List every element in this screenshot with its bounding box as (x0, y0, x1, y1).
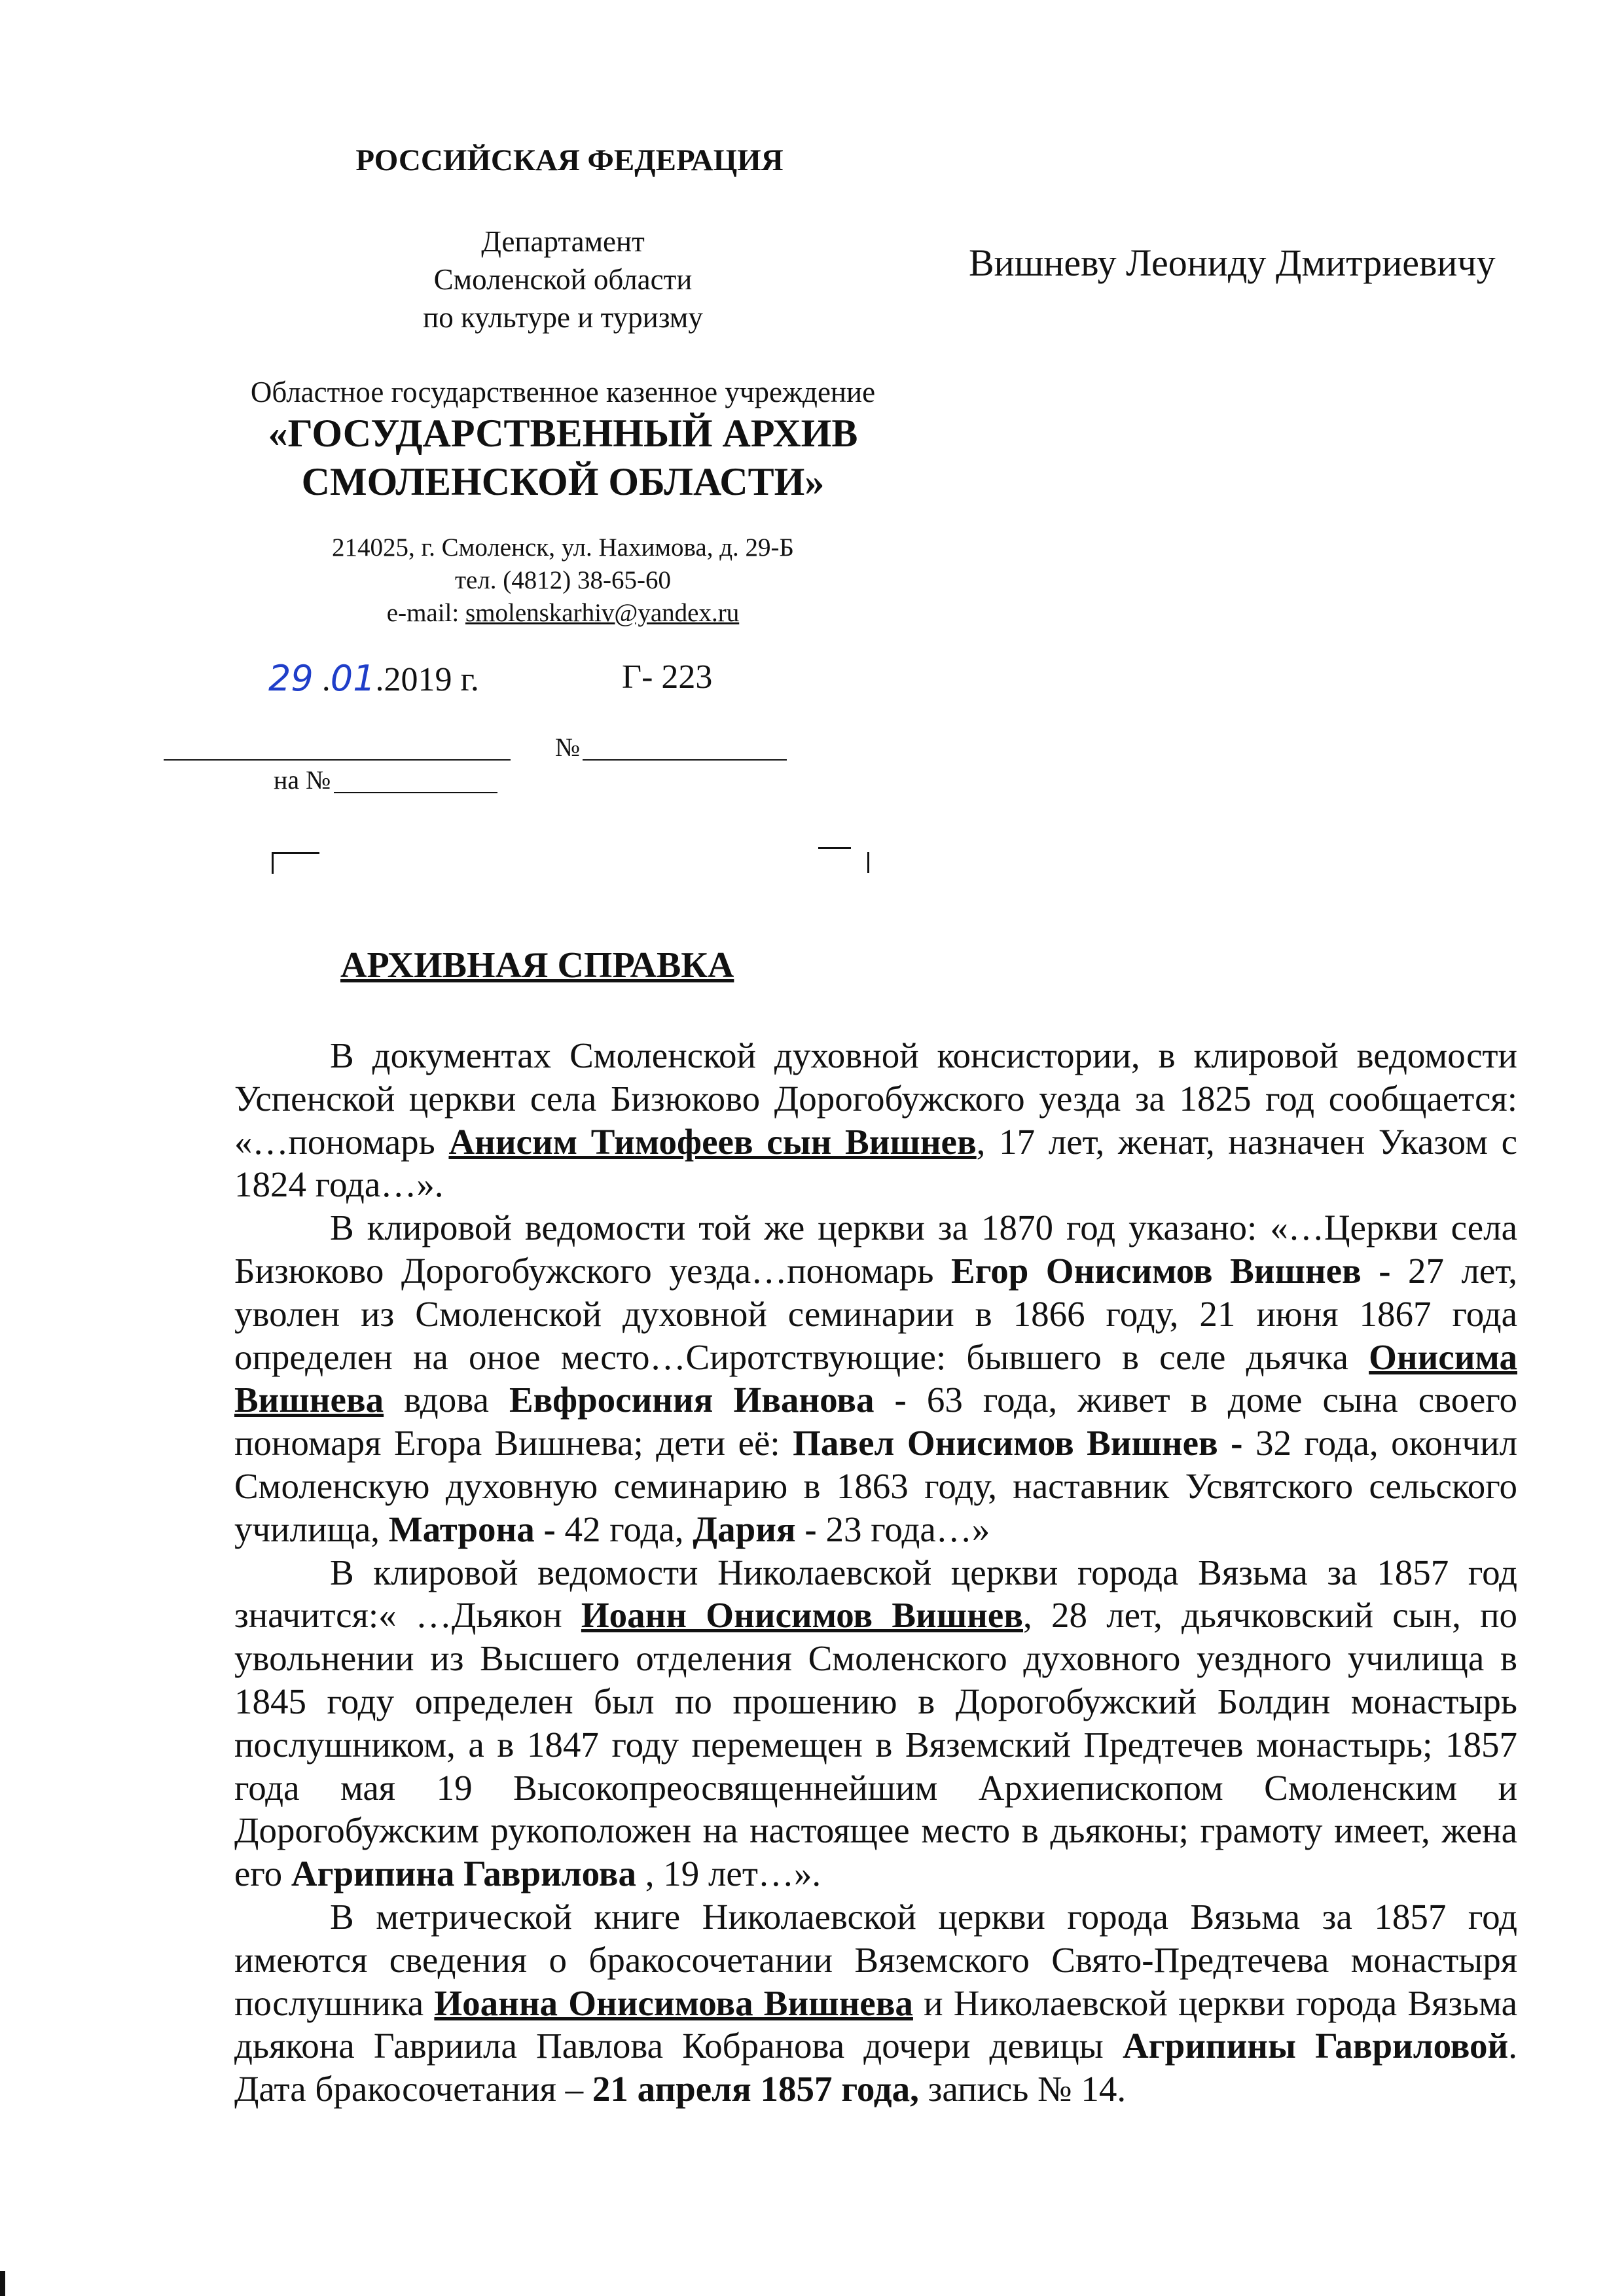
emphasized-name: Агрипина Гаврилова (291, 1854, 636, 1894)
number-blank-line (583, 759, 787, 761)
text-run: 23 года…» (816, 1509, 990, 1549)
institution-type: Областное государственное казенное учреждение (250, 376, 876, 408)
scan-edge-mark (0, 2271, 5, 2296)
text-run: и Николаевской церкви города Вязьма дьякона Гавриила Павлова Кобранова дочери девицы (234, 1982, 1517, 2066)
emphasized-name: Дария - (693, 1509, 817, 1549)
number-label: № (555, 732, 581, 762)
text-run: В документах Смоленской духовной консистории, в клировой ведомости Успенской церкви села Бизюково Дорогобужского уезда за 1825 год сообщается: «…пономарь (234, 1035, 1517, 1162)
emphasized-name: Агрипины Гавриловой (1122, 2026, 1509, 2066)
text-run: 42 года, (555, 1509, 693, 1549)
emphasized-name: Матрона - (388, 1509, 556, 1549)
reference-blank-line (334, 792, 497, 793)
date-separator: . (321, 661, 331, 698)
reference-label: на № (274, 765, 331, 795)
paragraph (234, 1895, 1517, 2111)
email-line (223, 597, 903, 630)
emphasized-name: Онисима Вишнева (234, 1336, 1517, 1420)
emphasized-name: Иоанн Онисимов Вишнев (581, 1595, 1023, 1636)
postal-address: 214025, г. Смоленск, ул. Нахимова, д. 29-Б (332, 533, 794, 562)
text-run: 63 года, живет в доме сына своего пономаря Егора Вишнева; дети её: (234, 1380, 1517, 1463)
date-blank-line (164, 759, 511, 761)
text-run: В метрической книге Николаевской церкви города Вязьма за 1857 год имеются сведения о бракосочетании Вяземского Свято-Предтечева монастыря послушника (234, 1896, 1517, 2023)
email-link[interactable]: smolenskarhiv@yandex.ru (465, 599, 740, 627)
registration-number: Г- 223 (622, 658, 713, 696)
paragraph (234, 1034, 1517, 1206)
paragraph (234, 1206, 1517, 1551)
emphasized-name: Анисим Тимофеев сын Вишнев (448, 1121, 977, 1162)
department-line: Департамент (481, 225, 645, 258)
document-date (268, 658, 479, 699)
document-title: АРХИВНАЯ СПРАВКА (340, 945, 734, 986)
corner-mark-right-tick (867, 852, 869, 873)
text-run: , 19 лет…». (636, 1854, 821, 1894)
department-line: по культуре и туризму (423, 301, 703, 334)
text-run: 32 года, окончил Смоленскую духовную семинарию в 1863 году, наставник Усвятского сельского училища, (234, 1423, 1518, 1549)
address-block (223, 531, 903, 630)
archive-name (157, 409, 969, 506)
date-year: .2019 г. (375, 661, 479, 698)
corner-mark-left (272, 852, 319, 874)
email-label: e-mail: (386, 599, 460, 627)
handwritten-month: 01 (330, 658, 376, 699)
text-run: . Дата бракосочетания – (234, 2026, 1517, 2109)
document-body (234, 1034, 1517, 2111)
text-run: , 17 лет, женат, назначен Указом с 1824 года…». (234, 1121, 1518, 1205)
text-run: вдова (384, 1380, 509, 1420)
phone: тел. (4812) 38-65-60 (454, 566, 671, 594)
emphasized-name: 21 апреля 1857 года, (592, 2069, 919, 2109)
text-run: В клировой ведомости той же церкви за 1870 год указано: «…Церкви села Бизюково Дорогобужского уезда…пономарь (234, 1208, 1517, 1291)
corner-mark-right (818, 847, 851, 849)
archive-name-line: СМОЛЕНСКОЙ ОБЛАСТИ» (301, 460, 825, 503)
text-run: 27 лет, уволен из Смоленской духовной семинарии в 1866 году, 21 июня 1867 года определен на оное место…Сиротствующие: бывшего в селе дьячка (234, 1250, 1517, 1377)
paragraph (234, 1551, 1517, 1895)
country-heading: РОССИЙСКАЯ ФЕДЕРАЦИЯ (355, 143, 784, 177)
text-run: , 28 лет, дьячковский сын, по увольнении из Высшего отделения Смоленского духовного уездного училища в 1845 году определен был по прошению в Дорогобужский Болдин монастырь послушником, а в 1847 году перемещен в Вяземский Предтечев монастырь; 1857 года мая 19 Высокопреосвященнейшим Архиепископом Смоленским и Дорогобужским рукоположен на настоящее место в дьяконы; грамоту имеет, жена его (234, 1595, 1518, 1894)
recipient-name: Вишневу Леониду Дмитриевичу (969, 242, 1496, 284)
handwritten-day: 29 (268, 658, 314, 699)
emphasized-name: Егор Онисимов Вишнев - (950, 1250, 1391, 1291)
emphasized-name: Евфросиния Иванова - (509, 1380, 907, 1420)
archive-name-line: «ГОСУДАРСТВЕННЫЙ АРХИВ (268, 412, 858, 455)
department-block (262, 223, 864, 336)
emphasized-name: Иоанна Онисимова Вишнева (434, 1982, 913, 2023)
department-line: Смоленской области (433, 263, 693, 296)
text-run: В клировой ведомости Николаевской церкви города Вязьма за 1857 год значится:« …Дьякон (234, 1552, 1517, 1636)
emphasized-name: Павел Онисимов Вишнев - (793, 1423, 1243, 1463)
text-run: запись № 14. (918, 2069, 1127, 2109)
